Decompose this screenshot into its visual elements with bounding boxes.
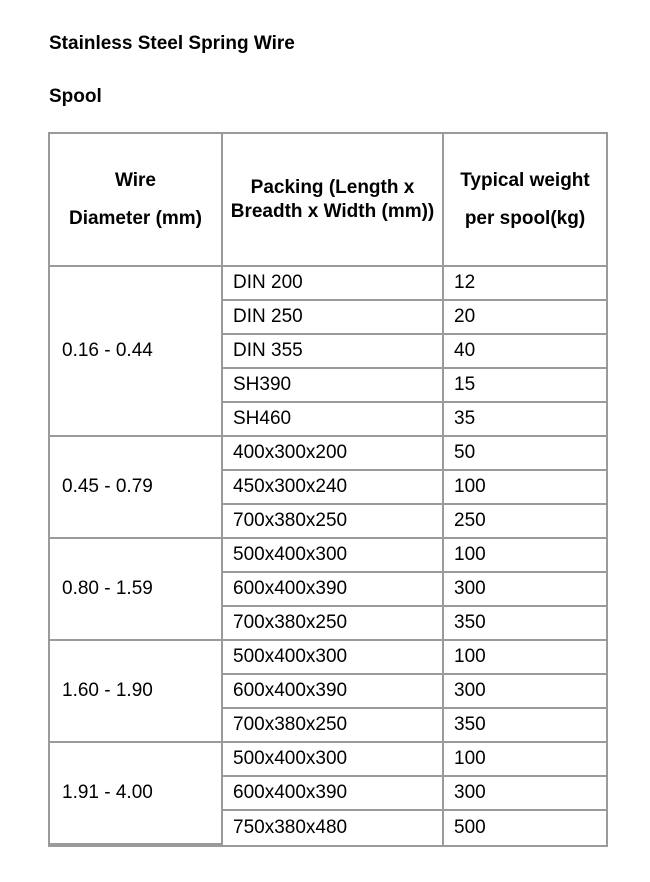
header-typical-weight [444, 134, 606, 267]
weight-cell: 35 [444, 403, 606, 437]
table-row [50, 437, 606, 471]
table-row [50, 539, 606, 573]
packing-cell: 500x400x300 [223, 743, 444, 777]
header-typical-weight-line2: per spool(kg) [464, 207, 586, 229]
weight-cell: 300 [444, 573, 606, 607]
packing-cell: 700x380x250 [223, 709, 444, 743]
weight-cell: 100 [444, 471, 606, 505]
header-wire-diameter [50, 134, 223, 267]
packing-cell: 700x380x250 [223, 607, 444, 641]
weight-cell: 15 [444, 369, 606, 403]
packing-cell: 750x380x480 [223, 811, 444, 845]
weight-cell: 300 [444, 675, 606, 709]
table-header-row [50, 134, 606, 267]
packing-cell: 600x400x390 [223, 675, 444, 709]
table-row [50, 641, 606, 675]
weight-cell: 350 [444, 709, 606, 743]
diameter-range-cell: 0.16 - 0.44 [50, 267, 223, 437]
weight-cell: 100 [444, 641, 606, 675]
packing-cell: 400x300x200 [223, 437, 444, 471]
weight-cell: 100 [444, 743, 606, 777]
section-subtitle: Spool [49, 86, 102, 107]
header-wire-diameter-line1: Wire [114, 169, 156, 191]
weight-cell: 100 [444, 539, 606, 573]
packing-cell: 450x300x240 [223, 471, 444, 505]
header-wire-diameter-line2: Diameter (mm) [68, 207, 203, 229]
table-body [50, 267, 606, 845]
packing-cell: DIN 355 [223, 335, 444, 369]
weight-cell: 500 [454, 817, 486, 838]
page-title: Stainless Steel Spring Wire [49, 33, 295, 54]
weight-cell: 350 [444, 607, 606, 641]
packing-cell: DIN 250 [223, 301, 444, 335]
weight-cell: 40 [444, 335, 606, 369]
packing-cell: 500x400x300 [223, 641, 444, 675]
header-packing-label: Packing (Length x Breadth x Width (mm)) [230, 176, 435, 222]
header-packing [223, 134, 444, 267]
packing-cell: 700x380x250 [223, 505, 444, 539]
table-row [50, 743, 606, 777]
packing-cell: SH390 [223, 369, 444, 403]
weight-cell: 300 [444, 777, 606, 811]
packing-cell: 600x400x390 [223, 777, 444, 811]
weight-cell: 20 [444, 301, 606, 335]
packing-cell: 500x400x300 [223, 539, 444, 573]
table-row [50, 267, 606, 301]
diameter-range-cell: 1.60 - 1.90 [50, 641, 223, 743]
weight-cell: 50 [444, 437, 606, 471]
diameter-range-cell: 1.91 - 4.00 [50, 743, 223, 845]
diameter-range-cell: 0.45 - 0.79 [50, 437, 223, 539]
header-typical-weight-line1: Typical weight [460, 169, 590, 191]
weight-cell: 12 [444, 267, 606, 301]
diameter-range-cell: 0.80 - 1.59 [50, 539, 223, 641]
spool-spec-table [48, 132, 608, 847]
packing-cell: 600x400x390 [223, 573, 444, 607]
weight-cell: 250 [444, 505, 606, 539]
packing-cell: SH460 [223, 403, 444, 437]
packing-cell: DIN 200 [223, 267, 444, 301]
